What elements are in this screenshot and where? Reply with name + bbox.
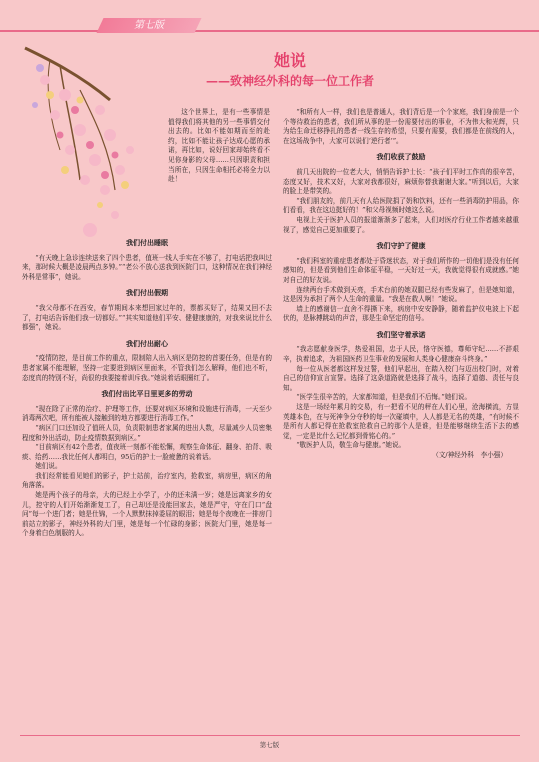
paragraph: “现在除了正常的治疗、护理等工作，还要对病区环境和设施进行消毒，一天至少消毒两次吧，所有能被人接触到的地方都要进行消毒工作。”	[22, 404, 272, 423]
paragraph: “和所有人一样，我们也是普通人，我们背后是一个个家庭，我们身前是一个个等待救治的患者，我们所从事的是一份需要付出的事业，不为伟大和光辉，只为给生命迁移挣扎的患者一线生存的希望，只要有需要，我们都是在前线的人，在这场战争中，大家可以说们‘逆行者’”。	[283, 108, 519, 145]
paragraph: 连续两台手术做到天亮，手术台前的她双腿已经有些发麻了，但是她知道，这是因为承担了两个人生命的重量。“我是在救人啊！”她说。	[283, 285, 519, 304]
paragraph: “敬医护人员，敬生命与健康。”她说。	[296, 441, 406, 450]
paragraph: 墙上的感谢信一直舍不得撕下来，病房中安安静静，随着监护仪电波上下起伏的，是脉搏跳动的声音，那是生命坚定的信号。	[283, 304, 519, 323]
section-heading: 我们付出假期	[126, 288, 168, 298]
paragraph: 每一位从医者都这样发过誓，他们早起出，在踏入校门与迈出校门时，对着自己的信仰宣言宣誓。选择了这条道路就是选择了战斗，选择了道德、责任与良知。	[283, 364, 519, 392]
paragraph: “疫情防控，是目前工作的重点，限制陪人出入病区是防控的首要任务，但是有的患者家属不能理解，坚持一定要进到病区里面来，不管我们怎么解释，他们也不听，态度真的特别不好，尚很的我要接着训斥我。”她说着话眼圈红了。	[22, 354, 272, 382]
right-column	[283, 108, 519, 461]
intro-text: 这个世界上，是有一些事情是值得我们将其他的另一些事情交付出去的。比如不能如期而至的赴约，比如不能让孩子达成心愿的承诺，再比如，说好回家却始终看不见你身影的父母……只因职责和担当所在，只因生命相托必将全力以赴！	[168, 108, 270, 184]
paragraph: 她们说。	[35, 462, 62, 471]
paragraph: “我们科室的重症患者都处于昏迷状态，对于我们所作的一切他们是没有任何感知的，但是看到他们生命体征平稳，一天好过一天，我就觉得很有成就感。”她对自己的好友说。	[283, 256, 519, 284]
paragraph: “有天晚上急诊连续送来了四个患者，值班一线人手实在不够了，打电话把我叫过来，那时候大概是凌晨两点多钟。”“老公不放心送我到医院门口，这种情况在我们神经外科是常事”，她说。	[22, 253, 272, 281]
intro-paragraph	[168, 108, 270, 185]
section-heading: 我们坚守着承诺	[376, 329, 426, 339]
paragraph: 她是两个孩子的母亲，大的已经上小学了，小的还未满一岁；她是远离家乡的女儿，控守的人们开始渐渐复工了，自己却还是没能回家去，她是严守，守在门口“盘问”每一个进门者；她是仕锦，一个人默默抹掉委屈的眼泪；她是每个夜晚在一排房门前站立的影子，神经外科的大门里，她是每一个忙碌的身影；医院大门里，她是每一个身着白色制服的人。	[22, 491, 272, 538]
paragraph: 这是一场经年累月的交易，有一把看不见的秤在人们心里，沧海横流，方显英雄本色，在与死神争分夺秒的每一次碰填中，人人都是无名的英雄，“有时候不是所有人都记得在抢救室抢救自己的那个人是谁，但是能够继续生活下去的感觉，一定是比什么记忆都到骨铭心的。”	[283, 403, 519, 440]
paragraph: “目前病区有42个患者，值夜班一刻都不能松懈，观察生命体征、翻身、拍背、吸痰、给药……我比任何人都明白，95后的护士一脸疲惫的说着话。	[22, 443, 272, 461]
left-column	[22, 232, 272, 539]
article-title: 她说	[273, 51, 306, 70]
article-subtitle: ——致神经外科的每一位工作者	[205, 74, 374, 88]
page-tag-label: 第七版	[134, 20, 164, 31]
plum-blossom-illustration	[20, 40, 160, 250]
page-tag	[97, 18, 202, 33]
footer-line	[20, 735, 520, 736]
section-heading: 我们付出耐心	[126, 338, 168, 348]
paragraph: 我们经常能看见她们的影子，护士站前，治疗室内，抢救室，病房里，病区的角角落落。	[22, 471, 272, 490]
section-heading: 我们付出睡眠	[126, 238, 168, 247]
author-signature: （文/神经外科 李小强）	[432, 451, 507, 459]
paragraph: “医学生很辛苦的，大家都知道，但是我们不后悔。”她们说。	[296, 393, 472, 402]
section-heading: 我们付出比平日里更多的劳动	[101, 389, 193, 399]
paragraph: “我们朋友的，前几天有人给医院捐了奶和饮料，还有一些消毒防护用品，你们看看，我在这边挺好的！”和父母视频时她这么说。	[283, 196, 519, 215]
paragraph: 电视上关于医护人员的报道渐渐多了起来，人们对医疗行业工作者越来越重视了，感觉自己更加重要了。	[283, 215, 519, 234]
paragraph: “病区门口还加设了值班人员，负责限制患者家属的进出人数，尽量减少人员密集程度和外出活动，防止疫情数据到病区。”	[22, 423, 272, 442]
section-heading: 我们收获了鼓励	[376, 152, 426, 162]
page-footer: 第七版	[259, 741, 280, 749]
header-line	[0, 30, 539, 32]
section-heading: 我们守护了健康	[376, 241, 426, 251]
paragraph: “我志愿献身医学，热爱祖国，忠于人民，恪守医德，尊师守纪……不辞艰辛，执着追求，为祖国医药卫生事业的发展和人类身心健康奋斗终身。”	[283, 345, 519, 364]
paragraph: 前几天出院的一位老大大，悄悄告诉护士长：“孩子们平时工作真的很辛苦，态度又好，技术又好，大家对我都很好，麻烦你替我谢谢大家。”听到以后，大家的脸上是带笑的。	[283, 167, 519, 196]
paragraph: “我父母都不在西安，春节期间本来想回家过年的，票都买好了，结果又回不去了，打电话告诉他们我一切都好。”“其实知道他们平安、健健康康的，对我来说比什么都强”，她说。	[22, 303, 272, 332]
